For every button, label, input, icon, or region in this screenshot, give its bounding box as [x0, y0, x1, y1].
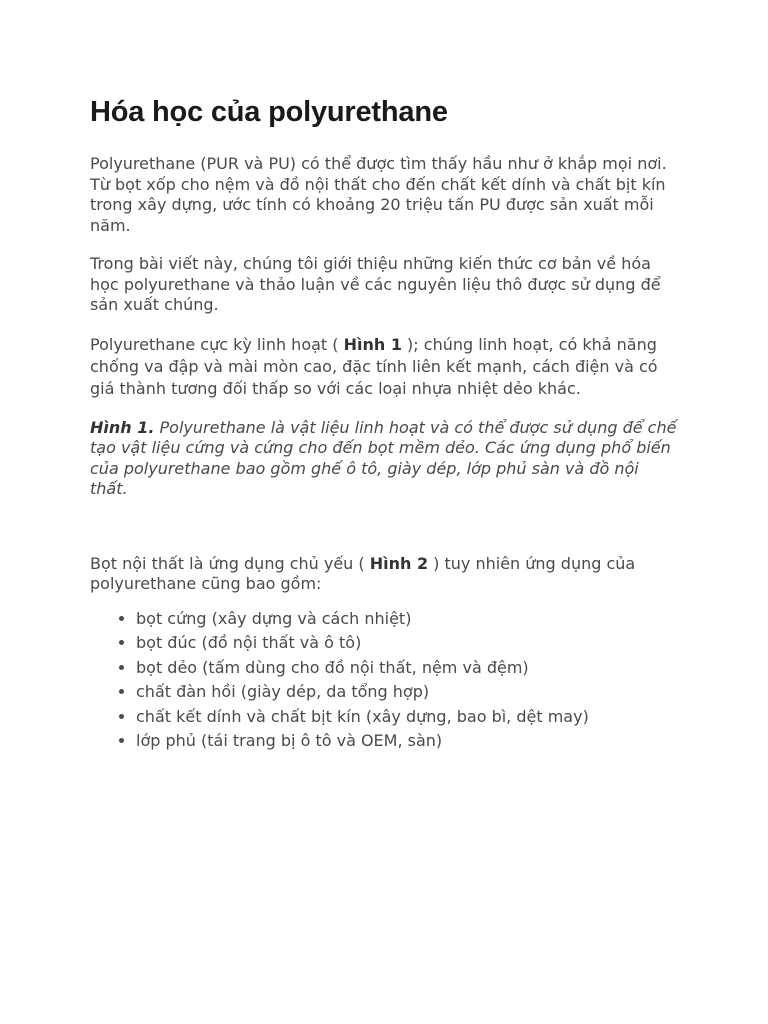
- applications-list: [90, 609, 680, 752]
- applications-paragraph: [90, 554, 680, 595]
- list-item: • chất đàn hồi (giày dép, da tổng hợp): [136, 682, 680, 703]
- versatility-text-end: ); chúng linh hoạt, có khả năng chống va đập và mài mòn cao, đặc tính liên kết mạnh, cách điện và có giá thành tương đối thấp so với các loại nhựa nhiệt dẻo khác.: [90, 334, 658, 398]
- article: [90, 92, 680, 756]
- list-item: • chất kết dính và chất bịt kín (xây dựng, bao bì, dệt may): [136, 707, 680, 728]
- figure-1-caption-text: Polyurethane là vật liệu linh hoạt và có thể được sử dụng để chế tạo vật liệu cứng và cứng cho đến bọt mềm dẻo. Các ứng dụng phổ biến của polyurethane bao gồm ghế ô tô, giày dép, lớp phủ sàn và đồ nội thất.: [90, 417, 677, 498]
- figure-1-reference: Hình 1: [343, 334, 402, 354]
- figure-2-reference: Hình 2: [369, 553, 429, 573]
- list-item: • bọt cứng (xây dựng và cách nhiệt): [136, 609, 680, 630]
- figure-placeholder: [90, 518, 680, 554]
- versatility-text-start: Polyurethane cực kỳ linh hoạt (: [90, 334, 344, 354]
- versatility-paragraph: [90, 334, 680, 400]
- applications-text-start: Bọt nội thất là ứng dụng chủ yếu (: [90, 553, 370, 573]
- figure-1-caption: [90, 418, 680, 500]
- scope-paragraph: Trong bài viết này, chúng tôi giới thiệu những kiến thức cơ bản về hóa học polyurethane và thảo luận về các nguyên liệu thô được sử dụng để sản xuất chúng.: [90, 254, 661, 314]
- list-item: • bọt dẻo (tấm dùng cho đồ nội thất, nệm và đệm): [136, 658, 680, 679]
- list-item: • lớp phủ (tái trang bị ô tô và OEM, sàn): [136, 731, 680, 752]
- page-title: Hóa học của polyurethane: [90, 96, 448, 128]
- intro-paragraph: Polyurethane (PUR và PU) có thể được tìm thấy hầu như ở khắp mọi nơi. Từ bọt xốp cho nệm và đồ nội thất cho đến chất kết dính và chất bịt kín trong xây dựng, ước tính có khoảng 20 triệu tấn PU được sản xuất mỗi năm.: [90, 154, 667, 235]
- list-item: • bọt đúc (đồ nội thất và ô tô): [136, 633, 680, 654]
- figure-1-caption-label: Hình 1.: [90, 417, 155, 437]
- applications-text-end: ) tuy nhiên ứng dụng của polyurethane cũng bao gồm:: [90, 553, 636, 593]
